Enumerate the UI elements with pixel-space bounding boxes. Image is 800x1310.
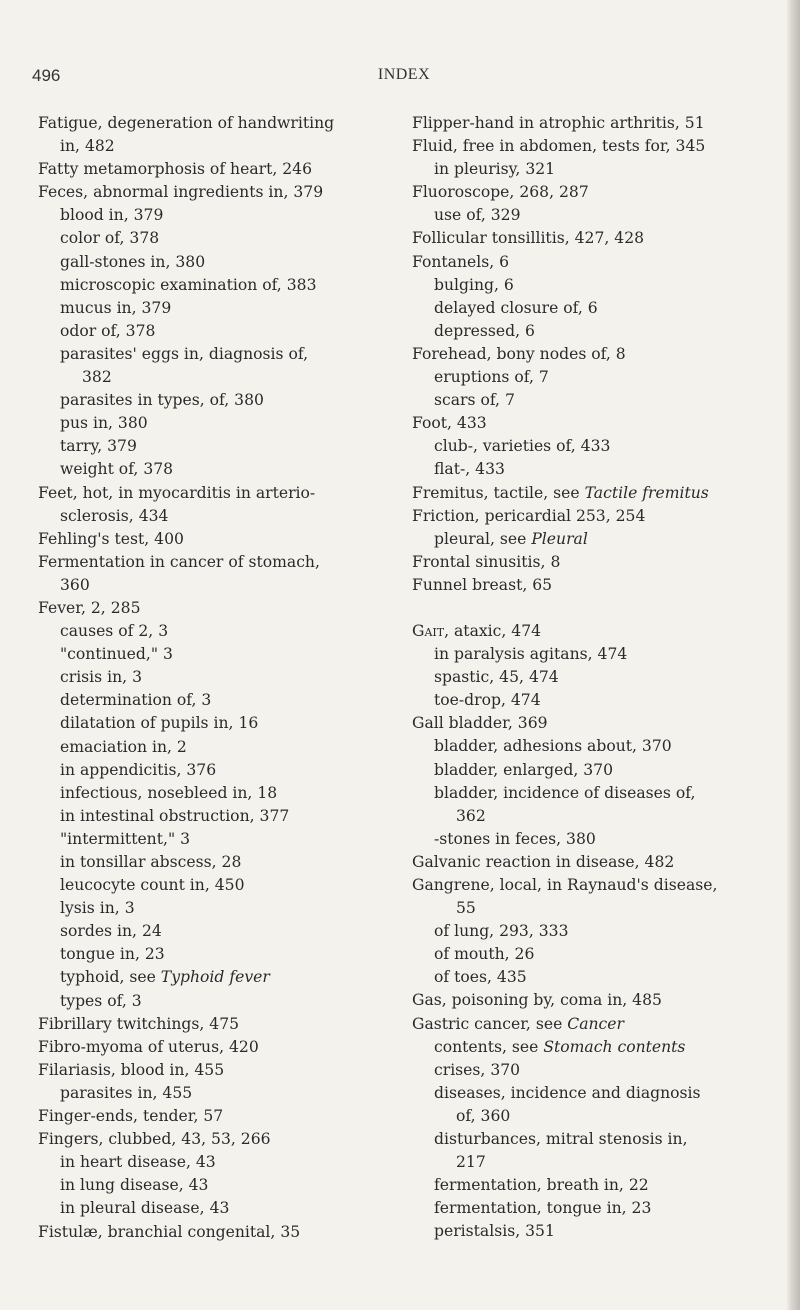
index-entry xyxy=(412,712,767,735)
entry-text: pleural, see xyxy=(434,529,532,548)
index-subentry xyxy=(38,759,393,782)
index-subentry xyxy=(38,297,393,320)
entry-text: Fermentation in cancer of stomach, xyxy=(38,552,320,571)
entry-text: in lung disease, 43 xyxy=(60,1176,209,1195)
index-subentry xyxy=(38,574,393,597)
entry-text: Filariasis, blood in, 455 xyxy=(38,1060,225,1079)
entry-text: dilatation of pupils in, 16 xyxy=(60,714,259,733)
entry-text: of toes, 435 xyxy=(434,968,527,987)
entry-text: of lung, 293, 333 xyxy=(434,922,569,941)
entry-text: eruptions of, 7 xyxy=(434,368,549,387)
index-entry xyxy=(412,851,767,874)
entry-text: pus in, 380 xyxy=(60,414,148,433)
entry-text: Forehead, bony nodes of, 8 xyxy=(412,344,626,363)
index-subentry xyxy=(38,828,393,851)
index-subentry xyxy=(38,366,393,389)
cross-reference: Cancer xyxy=(567,1014,624,1033)
index-subentry xyxy=(412,528,767,551)
entry-text: emaciation in, 2 xyxy=(60,737,187,756)
entry-text: Funnel breast, 65 xyxy=(412,575,553,594)
index-entry xyxy=(38,1013,393,1036)
entry-text: leucocyte count in, 450 xyxy=(60,876,245,895)
index-subentry xyxy=(412,1082,767,1105)
entry-text: bladder, incidence of diseases of, xyxy=(434,783,696,802)
entry-text: bulging, 6 xyxy=(434,275,514,294)
small-caps-term: Gait xyxy=(412,621,445,640)
entry-text: odor of, 378 xyxy=(60,321,156,340)
index-entry xyxy=(38,181,393,204)
index-subentry xyxy=(412,782,767,805)
index-subentry xyxy=(412,689,767,712)
index-subentry xyxy=(38,343,393,366)
index-subentry xyxy=(38,274,393,297)
entry-text: in pleural disease, 43 xyxy=(60,1199,230,1218)
entry-text: lysis in, 3 xyxy=(60,899,135,918)
index-entry xyxy=(38,482,393,505)
index-entry xyxy=(38,528,393,551)
page-number: 496 xyxy=(32,66,61,85)
index-subentry xyxy=(38,643,393,666)
entry-text: fermentation, tongue in, 23 xyxy=(434,1199,652,1218)
entry-text: parasites in types, of, 380 xyxy=(60,391,264,410)
entry-text: parasites' eggs in, diagnosis of, xyxy=(60,344,309,363)
entry-text: Feces, abnormal ingredients in, 379 xyxy=(38,183,324,202)
entry-text: in pleurisy, 321 xyxy=(434,160,556,179)
entry-text: tongue in, 23 xyxy=(60,945,165,964)
index-subentry xyxy=(38,689,393,712)
index-subentry xyxy=(38,620,393,643)
index-subentry xyxy=(38,227,393,250)
index-subentry xyxy=(412,158,767,181)
index-subentry xyxy=(38,251,393,274)
index-subentry xyxy=(38,505,393,528)
index-entry xyxy=(412,874,767,897)
entry-text: Foot, 433 xyxy=(412,414,487,433)
index-subentry xyxy=(412,643,767,666)
index-entry xyxy=(38,1128,393,1151)
entry-text: Gangrene, local, in Raynaud's disease, xyxy=(412,876,718,894)
index-subentry xyxy=(38,666,393,689)
entry-text: Gall bladder, 369 xyxy=(412,714,548,733)
entry-text: bladder, enlarged, 370 xyxy=(434,760,613,779)
index-subentry xyxy=(38,943,393,966)
entry-text: crisis in, 3 xyxy=(60,668,142,687)
index-entry xyxy=(412,574,767,597)
entry-text: 55 xyxy=(456,899,476,918)
entry-text: spastic, 45, 474 xyxy=(434,668,559,687)
entry-text: Fever, 2, 285 xyxy=(38,598,141,617)
index-subentry xyxy=(38,135,393,158)
index-subentry xyxy=(412,666,767,689)
entry-text: Flipper-hand in atrophic arthritis, 51 xyxy=(412,114,705,132)
index-entry xyxy=(412,482,767,505)
index-subentry xyxy=(412,435,767,458)
entry-text: Fluid, free in abdomen, tests for, 345 xyxy=(412,137,706,156)
index-subentry xyxy=(38,736,393,759)
entry-text: in, 482 xyxy=(60,137,115,156)
entry-text: Fibro-myoma of uterus, 420 xyxy=(38,1037,259,1056)
index-subentry xyxy=(38,874,393,897)
entry-text: Fibrillary twitchings, 475 xyxy=(38,1014,240,1033)
entry-text: sclerosis, 434 xyxy=(60,506,169,525)
entry-text: "intermittent," 3 xyxy=(60,829,191,848)
index-subentry xyxy=(412,1174,767,1197)
entry-text: Fatigue, degeneration of handwriting xyxy=(38,114,335,132)
index-subentry xyxy=(412,759,767,782)
entry-text: Fistulæ, branchial congenital, 35 xyxy=(38,1222,301,1241)
index-subentry xyxy=(38,1082,393,1105)
index-subentry xyxy=(38,1197,393,1220)
index-entry xyxy=(412,251,767,274)
entry-text: tarry, 379 xyxy=(60,437,137,456)
entry-text: Friction, pericardial 253, 254 xyxy=(412,506,646,525)
index-entry xyxy=(412,505,767,528)
entry-text: Gastric cancer, see xyxy=(412,1014,568,1033)
entry-text: fermentation, breath in, 22 xyxy=(434,1176,649,1195)
entry-text: 362 xyxy=(456,806,486,825)
index-entry xyxy=(38,1105,393,1128)
page-header xyxy=(24,66,744,90)
index-entry xyxy=(412,343,767,366)
index-subentry xyxy=(412,828,767,851)
index-subentry xyxy=(38,966,393,989)
entry-text: peristalsis, 351 xyxy=(434,1222,555,1241)
entry-text: of mouth, 26 xyxy=(434,945,535,964)
entry-text: Fatty metamorphosis of heart, 246 xyxy=(38,160,313,179)
index-column-left xyxy=(38,112,393,1244)
entry-text: Gas, poisoning by, coma in, 485 xyxy=(412,991,662,1010)
entry-text: Fingers, clubbed, 43, 53, 266 xyxy=(38,1130,271,1149)
index-subentry xyxy=(38,851,393,874)
entry-text: Fluoroscope, 268, 287 xyxy=(412,183,589,202)
running-head: INDEX xyxy=(377,66,431,83)
entry-text: disturbances, mitral stenosis in, xyxy=(434,1130,688,1149)
index-subentry xyxy=(412,1059,767,1082)
index-subentry xyxy=(38,897,393,920)
index-entry xyxy=(412,989,767,1012)
index-subentry xyxy=(38,412,393,435)
entry-text: in intestinal obstruction, 377 xyxy=(60,806,290,825)
entry-text: Fontanels, 6 xyxy=(412,252,510,271)
entry-text: "continued," 3 xyxy=(60,645,173,664)
index-entry xyxy=(412,112,767,135)
index-subentry xyxy=(412,1036,767,1059)
index-entry xyxy=(412,135,767,158)
entry-text: infectious, nosebleed in, 18 xyxy=(60,783,278,802)
index-subentry xyxy=(412,735,767,758)
index-entry xyxy=(412,227,767,250)
scan-edge-shadow xyxy=(786,0,800,1310)
index-subentry xyxy=(412,805,767,828)
entry-text: mucus in, 379 xyxy=(60,298,172,317)
entry-text: in tonsillar abscess, 28 xyxy=(60,853,242,871)
entry-text: Fremitus, tactile, see xyxy=(412,483,585,502)
index-subentry xyxy=(412,1128,767,1151)
index-subentry xyxy=(412,274,767,297)
index-subentry xyxy=(38,320,393,343)
index-subentry xyxy=(38,1174,393,1197)
entry-text: Follicular tonsillitis, 427, 428 xyxy=(412,229,645,248)
index-subentry xyxy=(412,297,767,320)
entry-text: -stones in feces, 380 xyxy=(434,829,596,848)
entry-text: delayed closure of, 6 xyxy=(434,298,598,317)
index-entry xyxy=(412,551,767,574)
index-entry xyxy=(38,1221,393,1244)
entry-text: types of, 3 xyxy=(60,991,142,1010)
cross-reference: Pleural xyxy=(531,529,588,548)
index-subentry xyxy=(412,366,767,389)
entry-text: 382 xyxy=(82,368,112,387)
index-entry xyxy=(412,181,767,204)
index-subentry xyxy=(412,1105,767,1128)
cross-reference: Stomach contents xyxy=(543,1037,686,1056)
entry-text: in paralysis agitans, 474 xyxy=(434,645,628,664)
index-subentry xyxy=(412,458,767,481)
entry-text: parasites in, 455 xyxy=(60,1083,193,1102)
index-entry xyxy=(38,1059,393,1082)
index-subentry xyxy=(38,805,393,828)
entry-text: sordes in, 24 xyxy=(60,922,162,941)
index-subentry xyxy=(412,320,767,343)
entry-text: depressed, 6 xyxy=(434,321,535,340)
entry-text: in heart disease, 43 xyxy=(60,1153,216,1172)
entry-text: use of, 329 xyxy=(434,206,521,225)
section-gap xyxy=(412,597,767,620)
index-subentry xyxy=(38,204,393,227)
index-subentry xyxy=(412,1197,767,1220)
index-entry xyxy=(412,620,767,643)
entry-text: weight of, 378 xyxy=(60,460,174,479)
index-entry xyxy=(412,1013,767,1036)
index-entry xyxy=(38,551,393,574)
entry-text: color of, 378 xyxy=(60,229,160,248)
cross-reference: Typhoid fever xyxy=(160,968,270,987)
entry-text: , ataxic, 474 xyxy=(444,621,542,640)
index-subentry xyxy=(38,990,393,1013)
index-subentry xyxy=(38,712,393,735)
index-subentry xyxy=(412,1220,767,1243)
entry-text: Feet, hot, in myocarditis in arterio- xyxy=(38,483,316,502)
entry-text: gall-stones in, 380 xyxy=(60,252,206,271)
index-subentry xyxy=(412,897,767,920)
entry-text: toe-drop, 474 xyxy=(434,691,541,710)
index-subentry xyxy=(412,966,767,989)
entry-text: determination of, 3 xyxy=(60,691,212,710)
index-entry xyxy=(38,112,393,135)
entry-text: bladder, adhesions about, 370 xyxy=(434,737,672,756)
entry-text: Finger-ends, tender, 57 xyxy=(38,1107,224,1126)
cross-reference: Tactile fremitus xyxy=(584,483,709,502)
index-subentry xyxy=(38,920,393,943)
entry-text: club-, varieties of, 433 xyxy=(434,437,611,456)
entry-text: scars of, 7 xyxy=(434,391,515,410)
entry-text: 217 xyxy=(456,1153,486,1172)
entry-text: causes of 2, 3 xyxy=(60,622,169,641)
entry-text: flat-, 433 xyxy=(434,460,505,479)
index-subentry xyxy=(412,943,767,966)
index-entry xyxy=(38,1036,393,1059)
entry-text: crises, 370 xyxy=(434,1060,521,1079)
entry-text: contents, see xyxy=(434,1037,544,1056)
index-subentry xyxy=(412,204,767,227)
index-subentry xyxy=(38,1151,393,1174)
entry-text: microscopic examination of, 383 xyxy=(60,275,317,294)
index-subentry xyxy=(38,435,393,458)
index-column-right xyxy=(412,112,767,1244)
index-subentry xyxy=(38,389,393,412)
index-entry xyxy=(412,412,767,435)
index-entry xyxy=(38,158,393,181)
entry-text: in appendicitis, 376 xyxy=(60,760,217,779)
index-subentry xyxy=(38,458,393,481)
index-subentry xyxy=(412,389,767,412)
index-subentry xyxy=(412,920,767,943)
entry-text: Galvanic reaction in disease, 482 xyxy=(412,852,675,871)
index-entry xyxy=(38,597,393,620)
entry-text: Fehling's test, 400 xyxy=(38,529,184,548)
entry-text: blood in, 379 xyxy=(60,206,164,225)
index-subentry xyxy=(38,782,393,805)
entry-text: diseases, incidence and diagnosis xyxy=(434,1083,701,1102)
index-subentry xyxy=(412,1151,767,1174)
entry-text: 360 xyxy=(60,575,90,594)
entry-text: Frontal sinusitis, 8 xyxy=(412,552,561,571)
entry-text: of, 360 xyxy=(456,1106,511,1125)
entry-text: typhoid, see xyxy=(60,968,161,987)
